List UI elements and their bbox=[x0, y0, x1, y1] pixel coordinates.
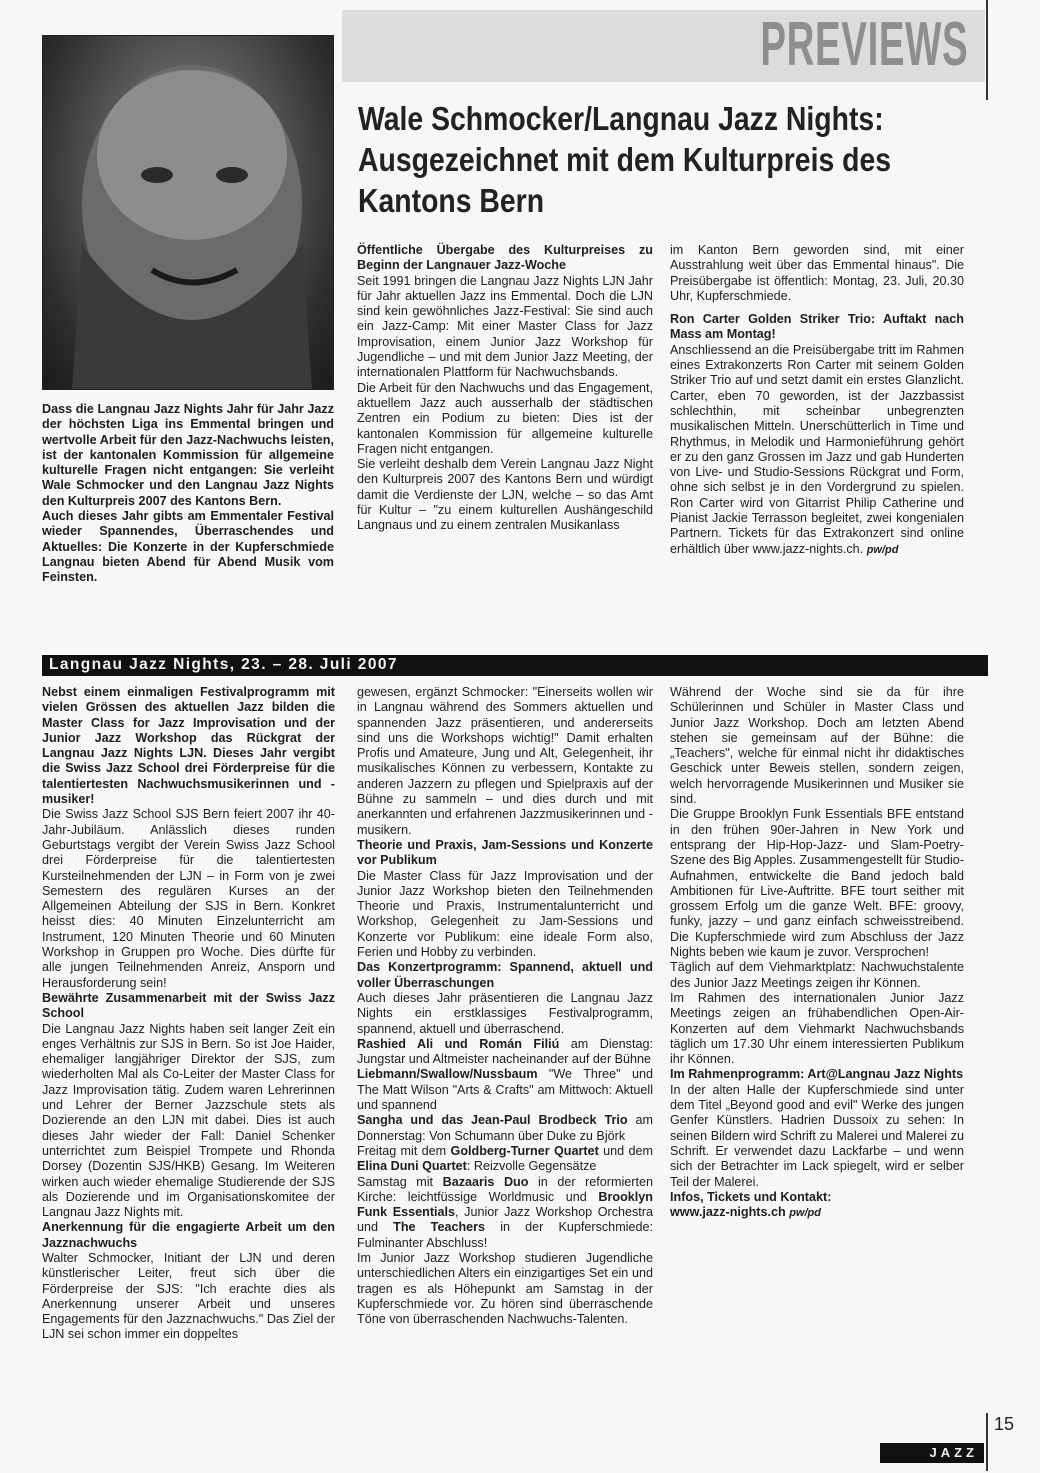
section-label: PREVIEWS bbox=[760, 10, 968, 79]
top-vertical-rule bbox=[986, 0, 988, 100]
paragraph: Im Junior Jazz Workshop studieren Jugendliche unterschiedlichen Alters ein einzigartiges Set ein und tragen es als Höhepunkt am Samstag in der Kupferschmiede vor. Zu hören sind überraschende Töne von überraschenden Nachwuchs-Talenten. bbox=[357, 1250, 653, 1327]
artist-name: Rashied Ali und Román Filiú bbox=[357, 1036, 560, 1051]
subheading: Anerkennung für die engagierte Arbeit um den Jazznachwuchs bbox=[42, 1220, 335, 1250]
subheading: Das Konzertprogramm: Spannend, aktuell und voller Überraschungen bbox=[357, 960, 653, 990]
program-item bbox=[357, 1113, 653, 1144]
program-item bbox=[357, 1175, 653, 1251]
program-text: Samstag mit bbox=[357, 1174, 443, 1189]
subheading: Im Rahmenprogramm: Art@Langnau Jazz Nights bbox=[670, 1067, 964, 1082]
paragraph: Auch dieses Jahr präsentieren die Langnau Jazz Nights ein erstklassiges Festivalprogramm, spannend, aktuell und überraschend. bbox=[357, 990, 653, 1036]
subheading: Ron Carter Golden Striker Trio: Auftakt nach Mass am Montag! bbox=[670, 312, 964, 342]
photo-caption bbox=[42, 402, 334, 586]
page-number: 15 bbox=[994, 1414, 1015, 1434]
article-headline: Wale Schmocker/Langnau Jazz Nights: Ausgezeichnet mit dem Kulturpreis des Kantons Bern bbox=[358, 100, 892, 219]
program-item bbox=[357, 1144, 653, 1175]
program-text: , Junior Jazz Workshop Orchestra und bbox=[357, 1205, 653, 1235]
artist-name: Bazaaris Duo bbox=[442, 1174, 529, 1189]
body-column-3 bbox=[670, 685, 964, 1221]
paragraph: Während der Woche sind sie da für ihre Schülerinnen und Schüler in Master Class und Junior Jazz Workshop. Doch am letzten Abend stehen sie gemeinsam auf der Bühne: die „Teachers", welche für einmal nicht ihr didaktisches Geschick unter Beweis stellen, sondern zeigen, welch hervorragende Musikerinnen und Musiker sie sind. bbox=[670, 685, 964, 807]
paragraph-text: Anschliessend an die Preisübergabe tritt im Rahmen eines Extrakonzerts Ron Carter mit seinem Golden Striker Trio auf und setzt damit ein erstes Glanzlicht. Carter, eben 70 geworden, ist der Jazzbassist schlechthin, mit scheinbar unbegrenzten musikalischen Mitteln. Unerschütterlich in Time und Rhythmus, in Melodik und Harmonieführung gehört er zu den ganz Grossen im Jazz und gab Hunderten von Live- und Studio-Sessions Rückgrat und Form, ohne sich selbst je in den Vordergrund zu spielen. Ron Carter wird von Gitarrist Philip Catherine und Pianist Jackie Terrasson begleitet, zwei kongenialen Partnern. Tickets für das Extrakonzert sind online erhältlich über www.jazz-nights.ch. bbox=[670, 342, 964, 556]
paragraph: Die Gruppe Brooklyn Funk Essentials BFE entstand in den frühen 90er-Jahren in New York und entsprang der Hip-Hop-Jazz- und Slam-Poetry-Szene des Big Apples. Zusammengestellt für Studio-Aufnahmen, entwickelte die Band jedoch bald Ambitionen für Live-Auftritte. BFE tourt seither mit grossem Erfolg um die ganze Welt. BFE: groovy, funky, jazzy – und ganz einfach schweisstreibend. Die Kupferschmiede wird zum Abschluss der Jazz Nights beben wie kaum je zuvor. Versprochen! bbox=[670, 807, 965, 960]
caption-paragraph: Dass die Langnau Jazz Nights Jahr für Jahr Jazz der höchsten Liga ins Emmental bringen und wertvolle Arbeit für den Jazz-Nachwuchs leisten, ist der kantonalen Kommission für allgemeine kulturelle Fragen nicht entgangen: Sie verleiht Wale Schmocker und den Langnau Jazz Nights den Kulturpreis 2007 des Kantons Bern. bbox=[42, 402, 334, 508]
artist-name: Goldberg-Turner Quartet bbox=[450, 1143, 599, 1158]
paragraph: im Kanton Bern geworden sind, mit einer Ausstrahlung weit über das Emmental hinaus". Die Preisübergabe ist öffentlich: Montag, 23. Juli, 20.30 Uhr, Kupferschmiede. bbox=[670, 243, 964, 303]
intro-column-1 bbox=[357, 243, 653, 534]
intro-column-2 bbox=[670, 243, 964, 558]
paragraph: Im Rahmen des internationalen Junior Jazz Meetings zeigen an frühabendlichen Open-Air-Konzerten auf dem Viehmarkt Nachwuchsbands täglich um 17.30 Uhr einem interessierten Publikum ihr Können. bbox=[670, 990, 964, 1067]
artist-name: Liebmann/Swallow/Nussbaum bbox=[357, 1067, 538, 1082]
subheading: Öffentliche Übergabe des Kulturpreises zu Beginn der Langnauer Jazz-Woche bbox=[357, 243, 653, 273]
program-text: : Reizvolle Gegensätze bbox=[466, 1159, 597, 1174]
paragraph bbox=[670, 343, 964, 558]
artist-name: Sangha und das Jean-Paul Brodbeck Trio bbox=[357, 1113, 628, 1128]
paragraph: Die Master Class für Jazz Improvisation und der Junior Jazz Workshop bieten den Teilnehmenden Theorie und Praxis, Instrumentalunterricht und Workshop, Gelegenheit zu Jam-Sessions und Konzerte vor Publikum: eine ideale Form also, Ferien und Hobby zu verbinden. bbox=[357, 868, 653, 960]
paragraph: Die Langnau Jazz Nights haben seit langer Zeit ein enges Verhältnis zur SJS in Bern. So ist Joe Haider, ehemaliger langjähriger Direktor der SJS, zum wiederholten Mal als Co-Leiter der Master Class for Jazz Improvisation tätig. Zudem waren Lehrerinnen und Lehrer der Berner Jazzschule stets als Dozierende an den LJN mit dabei. Dies ist auch dieses Jahr wieder der Fall: Daniel Schenker unterrichtet zum Beispiel Trompete und Rhonda Dorsey (Dozentin SJS/HKB) Gesang. Im Weiteren wirken auch wieder ehemalige Studierende der SJS als Dozierende und im Organisationskomitee der Langnau Jazz Nights mit. bbox=[42, 1021, 335, 1220]
magazine-footer-bar bbox=[880, 1443, 984, 1463]
subheading: Bewährte Zusammenarbeit mit der Swiss Jazz School bbox=[42, 990, 335, 1021]
program-text: am Dienstag: Jungstar und Altmeister nacheinander auf der Bühne bbox=[357, 1036, 653, 1067]
program-text: "We Three" und The Matt Wilson "Arts & Crafts" am Mittwoch: Aktuell und spannend bbox=[357, 1067, 653, 1113]
artist-name: Brooklyn Funk Essentials bbox=[357, 1189, 653, 1220]
paragraph: In der alten Halle der Kupferschmiede sind unter dem Titel „Beyond good and evil" Werke des jungen Genfer Künstlers. Hadrien Dussoix zu sehen: In seinen Bildern wird Schrift zu Malerei und Malerei zu Schrift. Er verwendet dazu Lackfarbe – und wenn sich der Betrachter im Lack spiegelt, wird er selber Teil der Malerei. bbox=[670, 1082, 964, 1189]
program-item bbox=[357, 1037, 653, 1068]
program-text: in der Kupferschmiede: Fulminanter Abschluss! bbox=[357, 1220, 653, 1250]
paragraph: Walter Schmocker, Initiant der LJN und deren künstlerischer Leiter, freut sich über die Förderpreise der SJS: "Ich erachte dies als Anerkennung unserer Arbeit und unseres Engagements für den Jazznachwuchs." Das Ziel der LJN sei schon immer ein doppeltes bbox=[42, 1250, 335, 1342]
program-text: Freitag mit dem bbox=[357, 1143, 451, 1158]
subheading: Infos, Tickets und Kontakt: bbox=[670, 1189, 832, 1204]
paragraph: Die Swiss Jazz School SJS Bern feiert 2007 ihr 40-Jahr-Jubiläum. Anlässlich dieses runden Geburtstags vergibt der Verein Swiss Jazz School drei Förderpreise für die talentiertesten Kursteilnehmenden der LJN – in Form von je zwei Semestern des regulären Kurses an der Allgemeinen Abteilung der SJS in Bern. Konkret heisst dies: 40 Minuten Einzelunterricht am Instrument, 120 Minuten Theorie und 60 Minuten Workshop in Gruppen pro Woche. Dies dürfte für alle jungen Teilnehmenden Anreiz, Ansporn und Herausforderung sein! bbox=[42, 807, 335, 990]
section-band-title: Langnau Jazz Nights, 23. – 28. Juli 2007 bbox=[49, 656, 398, 673]
portrait-photo bbox=[42, 35, 334, 390]
lead-paragraph: Nebst einem einmaligen Festivalprogramm mit vielen Grössen des aktuellen Jazz bilden die Master Class for Jazz Improvisation und der Junior Jazz Workshop das Rückgrat der Langnau Jazz Nights LJN. Dieses Jahr vergibt die Swiss Jazz School drei Förderpreise für die talentiertesten Nachwuchsmusikerinnen und -musiker! bbox=[42, 685, 335, 807]
paragraph: Täglich auf dem Viehmarktplatz: Nachwuchstalente des Junior Jazz Meetings zeigen ihr Können. bbox=[670, 960, 964, 990]
footer-vertical-rule bbox=[986, 1413, 988, 1471]
artist-name: Elina Duni Quartet bbox=[357, 1159, 467, 1174]
paragraph: Sie verleiht deshalb dem Verein Langnau Jazz Night den Kulturpreis 2007 des Kantons Bern und würdigt damit die Verdienste der LJN, welche – so das Amt für Kultur – "zu einem kulturellen Aushängeschild Langnaus und zu einem zentralen Musikanlass bbox=[357, 457, 653, 533]
artist-name: The Teachers bbox=[393, 1220, 486, 1235]
magazine-name: JAZZ bbox=[929, 1445, 978, 1460]
body-column-1 bbox=[42, 685, 335, 1343]
contact-line bbox=[670, 1205, 964, 1221]
subheading: Theorie und Praxis, Jam-Sessions und Konzerte vor Publikum bbox=[357, 837, 653, 868]
body-column-2 bbox=[357, 685, 653, 1327]
section-band bbox=[42, 655, 988, 676]
program-text: in der reformierten Kirche: leichtfüssige Worldmusic und bbox=[357, 1174, 653, 1204]
program-item bbox=[357, 1067, 653, 1113]
paragraph: gewesen, ergänzt Schmocker: "Einerseits wollen wir in Langnau während des Sommers aktuellen und spannenden Jazz präsentieren, und andererseits sind uns die Workshops wichtig!" Damit erhalten Profis und Amateure, Jung und Alt, Gelegenheit, ihr musikalisches Können zu verbessern, Kontakte zu anderen Jazzern zu pflegen und Spielpraxis auf der Bühne zu sammeln – und dies durch und mit anerkannten und erfahrenen Jazzmusikerinnen und -musikern. bbox=[357, 685, 653, 837]
program-text: am Donnerstag: Von Schumann über Duke zu Björk bbox=[357, 1113, 653, 1143]
author-credit: pw/pd bbox=[789, 1207, 821, 1220]
website-link[interactable]: www.jazz-nights.ch bbox=[670, 1205, 786, 1220]
program-text: und dem bbox=[598, 1143, 653, 1158]
paragraph: Die Arbeit für den Nachwuchs und das Engagement, aktuellem Jazz auch ausserhalb der städtischen Zentren ein Podium zu bieten: Dies ist der kantonalen Kommission für allgemeine kulturelle Fragen nicht entgangen. bbox=[357, 380, 653, 456]
caption-paragraph: Auch dieses Jahr gibts am Emmentaler Festival wieder Spannendes, Überraschendes und Aktuelles: Die Konzerte in der Kupferschmiede Langnau bieten Abend für Abend Musik vom Feinsten. bbox=[42, 509, 334, 585]
paragraph: Seit 1991 bringen die Langnau Jazz Nights LJN Jahr für Jahr aktuellen Jazz ins Emmental. Doch die LJN sind kein gewöhnliches Jazz-Festival: Sie sind auch ein Jazz-Camp: Mit einer Master Class for Jazz Improvisation, einem Junior Jazz Workshop für Jugendliche – und mit dem Junior Jazz Meeting, der internationalen Plattform für Nachwuchsbands. bbox=[357, 273, 653, 380]
author-credit: pw/pd bbox=[866, 543, 899, 556]
